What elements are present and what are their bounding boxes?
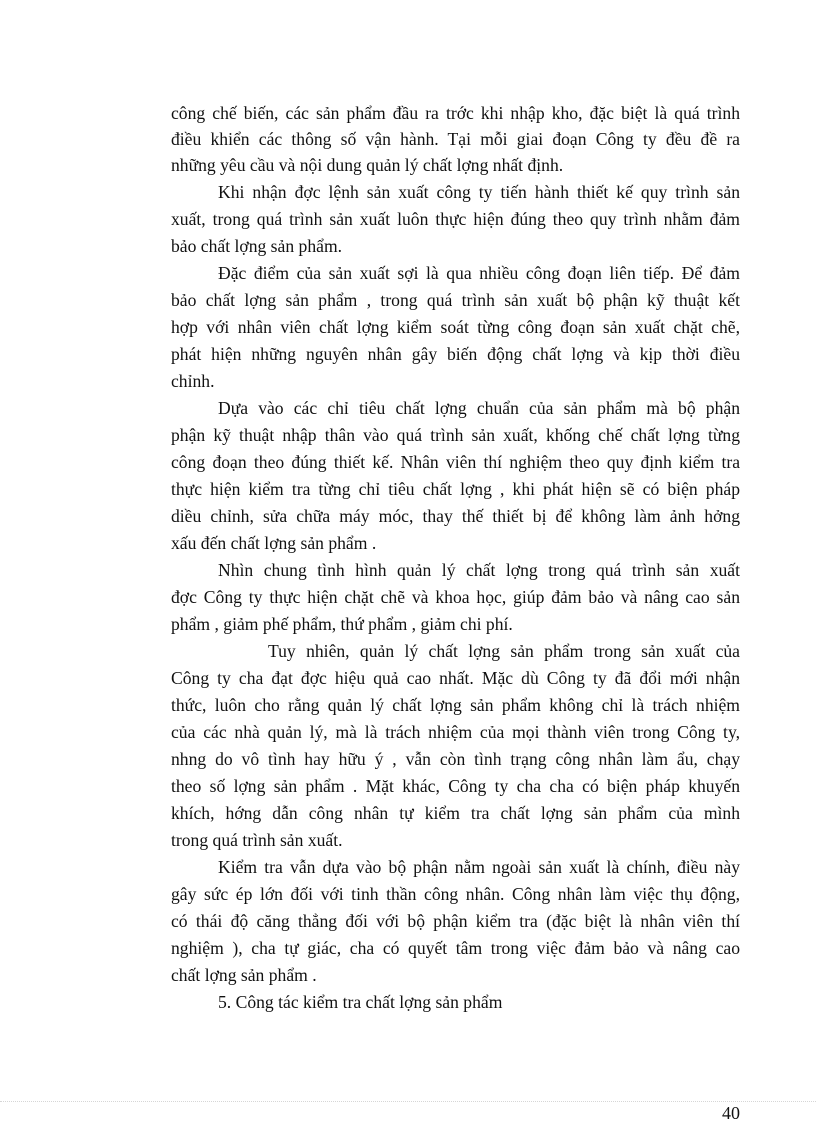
- text-line: công chế biến, các sản phẩm đầu ra trớc khi nhập kho, đặc biệt là quá trình: [171, 103, 740, 123]
- text-line: có thái độ căng thẳng đối với bộ phận kiểm tra (đặc biệt là nhân viên thí: [171, 911, 740, 931]
- text-line: phát hiện những nguyên nhân gây biến động chất lợng và kịp thời điều: [171, 344, 740, 364]
- text-line: Dựa vào các chỉ tiêu chất lợng chuẩn của sản phẩm mà bộ phận: [218, 398, 740, 418]
- text-line: của các nhà quản lý, mà là trách nhiệm của mọi thành viên trong Công ty,: [171, 722, 740, 742]
- text-line: chất lợng sản phẩm .: [171, 965, 317, 985]
- text-line: phận kỹ thuật nhập thân vào quá trình sản xuất, khống chế chất lợng từng: [171, 425, 740, 445]
- text-line: Đặc điểm của sản xuất sợi là qua nhiều công đoạn liên tiếp. Để đảm: [218, 263, 740, 283]
- text-line: xuất, trong quá trình sản xuất luôn thực hiện đúng theo quy trình nhằm đảm: [171, 209, 740, 229]
- text-line: chỉnh.: [171, 371, 215, 391]
- text-line: Kiểm tra vẫn dựa vào bộ phận nằm ngoài sản xuất là chính, điều này: [218, 857, 740, 877]
- text-line: nghiệm ), cha tự giác, cha có quyết tâm trong việc đảm bảo và nâng cao: [171, 938, 740, 958]
- text-line: Tuy nhiên, quản lý chất lợng sản phẩm trong sản xuất của: [268, 641, 740, 661]
- text-line: điều khiển các thông số vận hành. Tại mỗi giai đoạn Công ty đều đề ra: [171, 129, 740, 149]
- text-line: nhng do vô tình hay hữu ý , vẫn còn tình trạng công nhân làm ẩu, chạy: [171, 749, 740, 769]
- text-line: trong quá trình sản xuất.: [171, 830, 343, 850]
- text-line: phẩm , giảm phế phẩm, thứ phẩm , giảm chi phí.: [171, 614, 513, 634]
- text-line: bảo chất lợng sản phẩm.: [171, 236, 343, 256]
- text-line: gây sức ép lớn đối với tinh thần công nhân. Công nhân làm việc thụ động,: [171, 884, 740, 904]
- text-line: Nhìn chung tình hình quản lý chất lợng trong quá trình sản xuất: [218, 560, 740, 580]
- text-line: khích, hớng dẫn công nhân tự kiểm tra chất lợng sản phẩm của mình: [171, 803, 740, 823]
- text-line: theo số lợng sản phẩm . Mặt khác, Công ty cha cha có biện pháp khuyến: [171, 776, 740, 796]
- text-line: công đoạn theo đúng thiết kế. Nhân viên thí nghiệm theo quy định kiểm tra: [171, 452, 740, 472]
- text-line: diều chỉnh, sửa chữa máy móc, thay thế thiết bị để không làm ảnh hởng: [171, 506, 740, 526]
- text-line: bảo chất lợng sản phẩm , trong quá trình sản xuất bộ phận kỹ thuật kết: [171, 290, 740, 310]
- text-line: Công ty cha đạt đợc hiệu quả cao nhất. Mặc dù Công ty đã đổi mới nhận: [171, 668, 740, 688]
- text-line: Khi nhận đợc lệnh sản xuất công ty tiến hành thiết kế quy trình sản: [218, 182, 740, 202]
- page-number: 40: [722, 1103, 740, 1123]
- text-line: những yêu cầu và nội dung quản lý chất lợng nhất định.: [171, 155, 564, 175]
- text-line: thức, luôn cho rằng quản lý chất lợng sản phẩm không chỉ là trách nhiệm: [171, 695, 740, 715]
- text-line: đợc Công ty thực hiện chặt chẽ và khoa học, giúp đảm bảo và nâng cao sản: [171, 587, 740, 607]
- text-line: thực hiện kiểm tra từng chỉ tiêu chất lợng , khi phát hiện sẽ có biện pháp: [171, 479, 740, 499]
- footer-divider: [0, 1101, 816, 1102]
- text-line: xấu đến chất lợng sản phẩm .: [171, 533, 377, 553]
- section-heading: 5. Công tác kiểm tra chất lợng sản phẩm: [218, 992, 503, 1012]
- text-line: hợp với nhân viên chất lợng kiểm soát từng công đoạn sản xuất chặt chẽ,: [171, 317, 740, 337]
